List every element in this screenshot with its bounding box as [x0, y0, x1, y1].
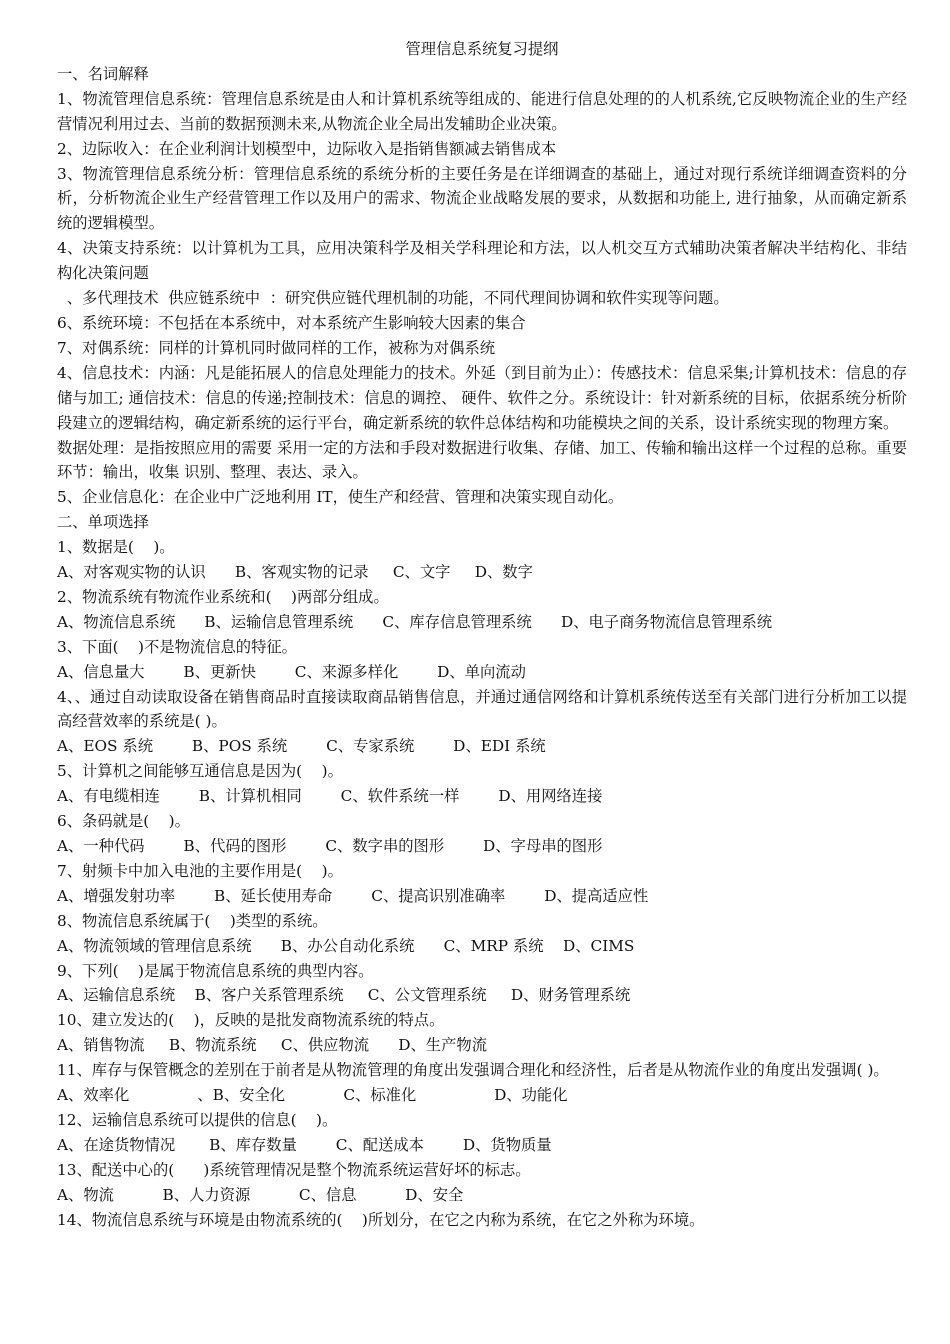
question-3-options: A、信息量大 B、更新快 C、来源多样化 D、单向流动	[57, 662, 526, 681]
section-heading-terms: 一、名词解释	[57, 64, 149, 83]
question-7: 7、射频卡中加入电池的主要作用是( )。	[57, 861, 343, 880]
term-information-technology: 4、信息技术：内涵：凡是能拓展人的信息处理能力的技术。外延（到目前为止）：传感技术：信息采集;计算机技术：信息的存储与加工; 通信技术：信息的传递;控制技术：信息的调控、 硬件、软件之分。系统设计：针对新系统的目标，依据系统分析阶段建立的逻辑结构，确定新系统的运行平台，确定新系统的软件总体结构和功能模块之间的关系，设计系统实现的物理方案。	[57, 363, 907, 432]
question-4: 4、、通过自动读取设备在销售商品时直接读取商品销售信息，并通过通信网络和计算机系统传送至有关部门进行分析加工以提高经营效率的系统是( )。	[57, 687, 907, 731]
question-3: 3、下面( )不是物流信息的特征。	[57, 637, 297, 656]
question-13-options: A、物流 B、人力资源 C、信息 D、安全	[57, 1185, 464, 1204]
term-decision-support: 4、决策支持系统：以计算机为工具，应用决策科学及相关学科理论和方法，以人机交互方式辅助决策者解决半结构化、非结构化决策问题	[57, 239, 907, 283]
term-logistics-mis: 1、物流管理信息系统：管理信息系统是由人和计算机系统等组成的、能进行信息处理的的人机系统,它反映物流企业的生产经营情况利用过去、当前的数据预测未来,从物流企业全局出发辅助企业决策。	[57, 89, 907, 133]
question-5: 5、计算机之间能够互通信息是因为( )。	[57, 762, 343, 781]
question-6: 6、条码就是( )。	[57, 812, 190, 831]
question-12-options: A、在途货物情况 B、库存数量 C、配送成本 D、货物质量	[57, 1135, 552, 1154]
question-8: 8、物流信息系统属于( )类型的系统。	[57, 911, 328, 930]
term-multi-agent: 、多代理技术 供应链系统中 ：研究供应链代理机制的功能，不同代理间协调和软件实现等问题。	[57, 289, 729, 308]
term-system-environment: 6、系统环境：不包括在本系统中，对本系统产生影响较大因素的集合	[57, 313, 526, 332]
question-14: 14、物流信息系统与环境是由物流系统的( )所划分，在它之内称为系统，在它之外称为环境。	[57, 1210, 705, 1229]
document-title: 管理信息系统复习提纲	[405, 40, 559, 58]
question-11: 11、库存与保管概念的差别在于前者是从物流管理的角度出发强调合理化和经济性，后者是从物流作业的角度出发强调( )。	[57, 1061, 889, 1080]
question-2: 2、物流系统有物流作业系统和( )两部分组成。	[57, 587, 389, 606]
question-13: 13、配送中心的( )系统管理情况是整个物流系统运营好坏的标志。	[57, 1160, 531, 1179]
term-marginal-revenue: 2、边际收入：在企业利润计划模型中，边际收入是指销售额减去销售成本	[57, 139, 557, 158]
question-6-options: A、一种代码 B、代码的图形 C、数字串的图形 D、字母串的图形	[57, 837, 603, 855]
question-1: 1、数据是( )。	[57, 538, 175, 557]
question-9: 9、下列( )是属于物流信息系统的典型内容。	[57, 961, 374, 980]
term-dual-system: 7、对偶系统：同样的计算机同时做同样的工作，被称为对偶系统	[57, 338, 496, 357]
question-4-options: A、EOS 系统 B、POS 系统 C、专家系统 D、EDI 系统	[57, 737, 546, 756]
term-enterprise-informatization: 5、企业信息化：在企业中广泛地利用 IT，使生产和经营、管理和决策实现自动化。	[57, 488, 624, 507]
term-data-processing: 数据处理：是指按照应用的需要 采用一定的方法和手段对数据进行收集、存储、加工、传输和输出这样一个过程的总称。重要环节：输出，收集 识别、整理、表达、录入。	[57, 438, 907, 482]
question-1-options: A、对客观实物的认识 B、客观实物的记录 C、文字 D、数字	[57, 563, 533, 582]
question-8-options: A、物流领域的管理信息系统 B、办公自动化系统 C、MRP 系统 D、CIMS	[57, 936, 635, 955]
term-system-analysis: 3、物流管理信息系统分析：管理信息系统的系统分析的主要任务是在详细调查的基础上，通过对现行系统详细调查资料的分析，分析物流企业生产经营管理工作以及用户的需求、物流企业战略发展的要求，从数据和功能上, 进行抽象，从而确定新系统的逻辑模型。	[57, 164, 907, 233]
question-12: 12、运输信息系统可以提供的信息( )。	[57, 1110, 338, 1129]
question-5-options: A、有电缆相连 B、计算机相同 C、软件系统一样 D、用网络连接	[57, 787, 603, 806]
question-11-options: A、效率化 、B、安全化 C、标准化 D、功能化	[57, 1086, 568, 1105]
question-2-options: A、物流信息系统 B、运输信息管理系统 C、库存信息管理系统 D、电子商务物流信息管理系统	[57, 612, 773, 631]
question-7-options: A、增强发射功率 B、延长使用寿命 C、提高识别准确率 D、提高适应性	[57, 886, 649, 905]
section-heading-choice: 二、单项选择	[57, 513, 149, 532]
question-10-options: A、销售物流 B、物流系统 C、供应物流 D、生产物流	[57, 1036, 487, 1055]
question-9-options: A、运输信息系统 B、客户关系管理系统 C、公文管理系统 D、财务管理系统	[57, 986, 631, 1005]
question-10: 10、建立发达的( )，反映的是批发商物流系统的特点。	[57, 1011, 445, 1030]
